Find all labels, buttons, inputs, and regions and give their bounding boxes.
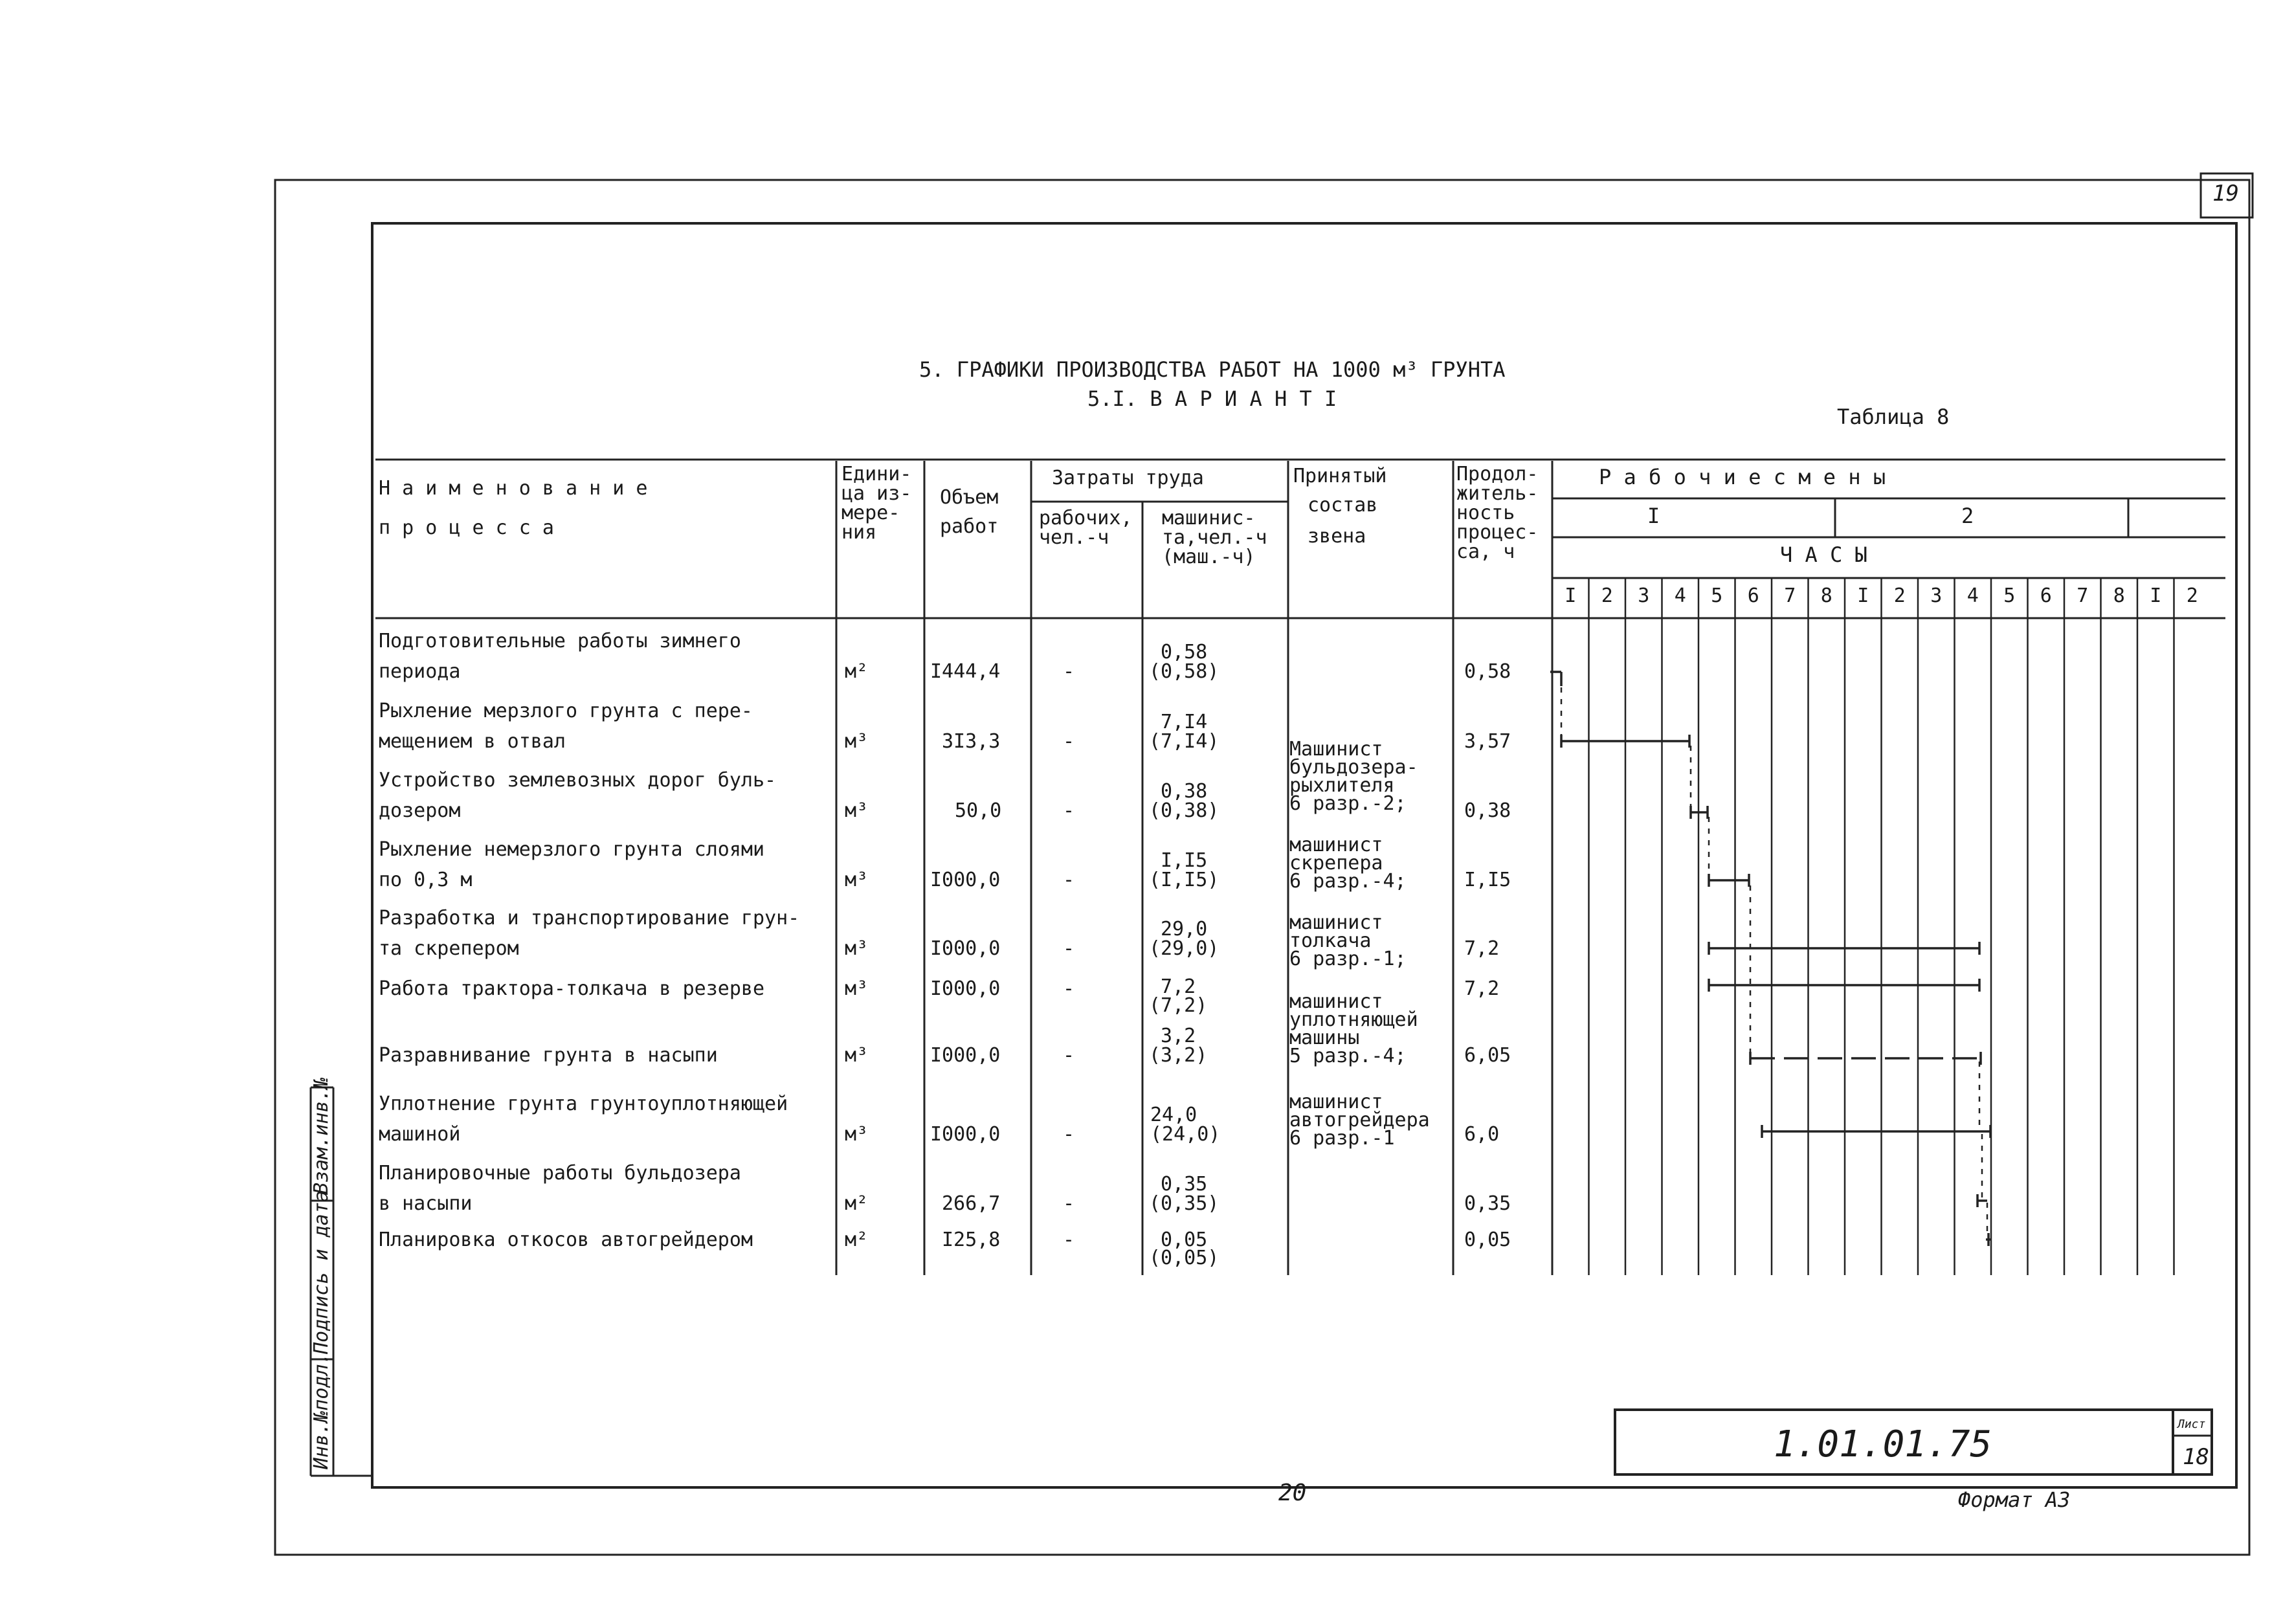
header-crew-2: состав bbox=[1308, 494, 1378, 517]
row-duration: 6,0 bbox=[1464, 1123, 1500, 1146]
row-duration: 0,35 bbox=[1464, 1192, 1511, 1215]
row-0 bbox=[379, 630, 1511, 683]
row-name: Устройство землевозных дорог буль- bbox=[379, 769, 777, 792]
row-workers: - bbox=[1063, 1229, 1075, 1251]
row-name: периода bbox=[379, 660, 461, 683]
sheet-number: 18 bbox=[2183, 1444, 2209, 1470]
hour-label: 2 bbox=[2186, 584, 2198, 607]
row-volume: I000,0 bbox=[930, 1123, 1001, 1146]
row-workers: - bbox=[1063, 1123, 1075, 1146]
row-name: Рыхление мерзлого грунта с пере- bbox=[379, 700, 753, 722]
stamp-inventory: Инв.№подл. bbox=[310, 1352, 333, 1469]
header-shift-2: 2 bbox=[1961, 504, 1974, 528]
row-workers: - bbox=[1063, 937, 1075, 960]
row-duration: 7,2 bbox=[1464, 977, 1500, 1000]
header-machine-1: машинис- bbox=[1162, 507, 1256, 529]
row-duration: I,I5 bbox=[1464, 869, 1511, 891]
row-volume: I444,4 bbox=[930, 660, 1001, 683]
row-unit: м³ bbox=[845, 730, 869, 753]
row-unit: м³ bbox=[845, 869, 869, 891]
row-volume: I000,0 bbox=[930, 977, 1001, 1000]
row-duration: 6,05 bbox=[1464, 1044, 1511, 1067]
crew-line: Машинист bbox=[1289, 738, 1383, 761]
stamp-replace-inventory: Взам.инв.№ bbox=[310, 1077, 333, 1194]
crew-line: автогрейдера bbox=[1289, 1109, 1430, 1131]
row-machine-hours: (0,58) bbox=[1149, 660, 1219, 683]
header-shift-1: I bbox=[1647, 504, 1660, 528]
crew-line: уплотняющей bbox=[1289, 1008, 1418, 1031]
row-workers: - bbox=[1063, 1192, 1075, 1215]
header-unit-3: мере- bbox=[841, 502, 900, 524]
row-machine-hours: (29,0) bbox=[1149, 937, 1219, 960]
row-machine: 29,0 bbox=[1161, 918, 1208, 940]
row-volume: I25,8 bbox=[942, 1229, 1001, 1251]
row-unit: м³ bbox=[845, 1044, 869, 1067]
crew-line: 6 разр.-1 bbox=[1289, 1127, 1395, 1150]
row-unit: м³ bbox=[845, 1123, 869, 1146]
row-machine: 0,38 bbox=[1161, 780, 1208, 803]
row-unit: м² bbox=[845, 1192, 869, 1215]
row-name: Работа трактора-толкача в резерве bbox=[379, 977, 765, 1000]
row-workers: - bbox=[1063, 730, 1075, 753]
header-unit-1: Едини- bbox=[841, 463, 912, 485]
row-machine: 0,35 bbox=[1161, 1173, 1208, 1196]
row-machine-hours: (0,05) bbox=[1149, 1247, 1219, 1269]
row-machine: 7,I4 bbox=[1161, 711, 1208, 733]
page-title: 5. ГРАФИКИ ПРОИЗВОДСТВА РАБОТ НА 1000 м³ ГРУНТА bbox=[919, 357, 1506, 382]
row-machine-hours: (7,2) bbox=[1149, 994, 1208, 1017]
header-duration-2: житель- bbox=[1456, 482, 1539, 505]
hour-label: I bbox=[1565, 584, 1577, 607]
row-name: Разравнивание грунта в насыпи bbox=[379, 1044, 718, 1067]
row-name: Рыхление немерзлого грунта слоями bbox=[379, 838, 765, 861]
row-workers: - bbox=[1063, 977, 1075, 1000]
row-unit: м³ bbox=[845, 799, 869, 822]
header-unit-4: ния bbox=[841, 521, 877, 544]
row-unit: м³ bbox=[845, 937, 869, 960]
crew-line: толкача bbox=[1289, 929, 1372, 952]
hour-label: 3 bbox=[1638, 584, 1650, 607]
row-duration: 3,57 bbox=[1464, 730, 1511, 753]
crew-line: машинист bbox=[1289, 911, 1383, 934]
row-volume: 3I3,3 bbox=[942, 730, 1001, 753]
row-machine: 0,58 bbox=[1161, 641, 1208, 663]
hour-label: 4 bbox=[1966, 584, 1979, 607]
footer-page-number: 20 bbox=[1278, 1480, 1307, 1506]
row-machine-hours: (0,38) bbox=[1149, 799, 1219, 822]
hour-grid bbox=[1589, 578, 2174, 1275]
header-workers-2: чел.-ч bbox=[1039, 526, 1109, 549]
row-machine: 3,2 bbox=[1161, 1025, 1196, 1047]
hour-label: 4 bbox=[1674, 584, 1686, 607]
header-duration-4: процес- bbox=[1456, 521, 1539, 544]
crew-line: 6 разр.-2; bbox=[1289, 792, 1407, 815]
row-name: в насыпи bbox=[379, 1192, 473, 1215]
header-machine-2: та,чел.-ч bbox=[1162, 526, 1267, 549]
gantt-bar-10 bbox=[1986, 1233, 1990, 1246]
gantt-bars bbox=[1550, 672, 1990, 1246]
row-name: машиной bbox=[379, 1123, 461, 1146]
row-volume: I000,0 bbox=[930, 937, 1001, 960]
row-name: Подготовительные работы зимнего bbox=[379, 630, 741, 652]
crew-line: рыхлителя bbox=[1289, 774, 1395, 797]
row-duration: 0,38 bbox=[1464, 799, 1511, 822]
hour-label: 7 bbox=[2077, 584, 2089, 607]
header-workers-1: рабочих, bbox=[1039, 507, 1133, 529]
row-unit: м³ bbox=[845, 977, 869, 1000]
row-machine-hours: (7,I4) bbox=[1149, 730, 1219, 753]
row-machine: I,I5 bbox=[1161, 849, 1208, 872]
page-number: 19 bbox=[2212, 181, 2239, 206]
row-unit: м² bbox=[845, 1229, 869, 1251]
header-duration-1: Продол- bbox=[1456, 463, 1539, 485]
format-label: Формат А3 bbox=[1958, 1487, 2071, 1512]
row-volume: 50,0 bbox=[955, 799, 1002, 822]
crew-line: скрепера bbox=[1289, 852, 1383, 874]
row-name: та скрепером bbox=[379, 937, 519, 960]
header-shifts: Р а б о ч и е с м е н ы bbox=[1599, 465, 1886, 489]
header-crew-1: Принятый bbox=[1293, 465, 1387, 487]
row-workers: - bbox=[1063, 1044, 1075, 1067]
crew-line: 5 разр.-4; bbox=[1289, 1045, 1407, 1067]
crew-line: бульдозера- bbox=[1289, 756, 1418, 779]
header-name-2: п р о ц е с с а bbox=[379, 517, 554, 539]
header-volume-2: работ bbox=[940, 515, 999, 538]
row-machine: 7,2 bbox=[1161, 975, 1196, 998]
row-workers: - bbox=[1063, 660, 1075, 683]
row-duration: 7,2 bbox=[1464, 937, 1500, 960]
hour-label: 5 bbox=[1711, 584, 1723, 607]
hour-label: 2 bbox=[1601, 584, 1613, 607]
row-workers: - bbox=[1063, 869, 1075, 891]
header-name-1: Н а и м е н о в а н и е bbox=[379, 477, 648, 500]
header-volume-1: Объем bbox=[940, 486, 999, 509]
row-machine-hours: (24,0) bbox=[1150, 1123, 1221, 1146]
header-labor: Затраты труда bbox=[1052, 467, 1204, 489]
row-name: Планировка откосов автогрейдером bbox=[379, 1229, 753, 1251]
crew-line: машинист bbox=[1289, 1091, 1383, 1113]
header-duration-3: ность bbox=[1456, 502, 1515, 524]
hour-label: 6 bbox=[2040, 584, 2052, 607]
header-duration-5: са, ч bbox=[1456, 540, 1515, 563]
hour-label: 8 bbox=[1820, 584, 1832, 607]
row-volume: I000,0 bbox=[930, 869, 1001, 891]
crew-column bbox=[1289, 738, 1430, 1150]
row-name: Уплотнение грунта грунтоуплотняющей bbox=[379, 1093, 788, 1115]
gantt-bar-8 bbox=[1762, 1125, 1990, 1138]
row-name: по 0,3 м bbox=[379, 869, 473, 891]
hour-label: 2 bbox=[1893, 584, 1906, 607]
header-crew-3: звена bbox=[1308, 525, 1366, 548]
hour-label: 7 bbox=[1784, 584, 1796, 607]
hour-label: I bbox=[2150, 584, 2162, 607]
row-workers: - bbox=[1063, 799, 1075, 822]
row-name: Планировочные работы бульдозера bbox=[379, 1162, 741, 1185]
header-machine-3: (маш.-ч) bbox=[1162, 546, 1256, 568]
row-name: Разработка и транспортирование грун- bbox=[379, 907, 800, 929]
row-machine: 24,0 bbox=[1150, 1104, 1197, 1126]
row-machine-hours: (0,35) bbox=[1149, 1192, 1219, 1215]
row-8 bbox=[379, 1162, 1511, 1215]
crew-line: 6 разр.-4; bbox=[1289, 870, 1407, 893]
hour-label: 5 bbox=[2003, 584, 2016, 607]
row-machine-hours: (I,I5) bbox=[1149, 869, 1219, 891]
header-unit-2: ца из- bbox=[841, 482, 912, 505]
crew-line: машинист bbox=[1289, 834, 1383, 856]
stamp-signature-date: Подпись и дата bbox=[310, 1190, 333, 1354]
document-code: 1.01.01.75 bbox=[1774, 1423, 1992, 1465]
sheet-label: Лист bbox=[2177, 1418, 2206, 1431]
row-duration: 0,05 bbox=[1464, 1229, 1511, 1251]
crew-line: машинист bbox=[1289, 990, 1383, 1013]
row-unit: м² bbox=[845, 660, 869, 683]
hour-label: 8 bbox=[2113, 584, 2125, 607]
crew-line: 6 разр.-1; bbox=[1289, 948, 1407, 970]
hour-label: 3 bbox=[1930, 584, 1943, 607]
row-volume: 266,7 bbox=[942, 1192, 1001, 1215]
row-9 bbox=[379, 1229, 1511, 1269]
crew-line: машины bbox=[1289, 1027, 1360, 1049]
gantt-bar-7 bbox=[1750, 1052, 1981, 1065]
row-volume: I000,0 bbox=[930, 1044, 1001, 1067]
table-label: Таблица 8 bbox=[1837, 405, 1950, 429]
row-machine-hours: (3,2) bbox=[1149, 1044, 1208, 1067]
header-hours: Ч А С Ы bbox=[1780, 542, 1867, 567]
page-subtitle: 5.I. В А Р И А Н Т I bbox=[1087, 386, 1337, 411]
gantt-bar-4 bbox=[1709, 874, 1749, 887]
hour-label: I bbox=[1857, 584, 1869, 607]
row-duration: 0,58 bbox=[1464, 660, 1511, 683]
row-machine: 0,05 bbox=[1161, 1229, 1208, 1251]
row-name: дозером bbox=[379, 799, 461, 822]
hour-label: 6 bbox=[1747, 584, 1759, 607]
row-name: мещением в отвал bbox=[379, 730, 566, 753]
